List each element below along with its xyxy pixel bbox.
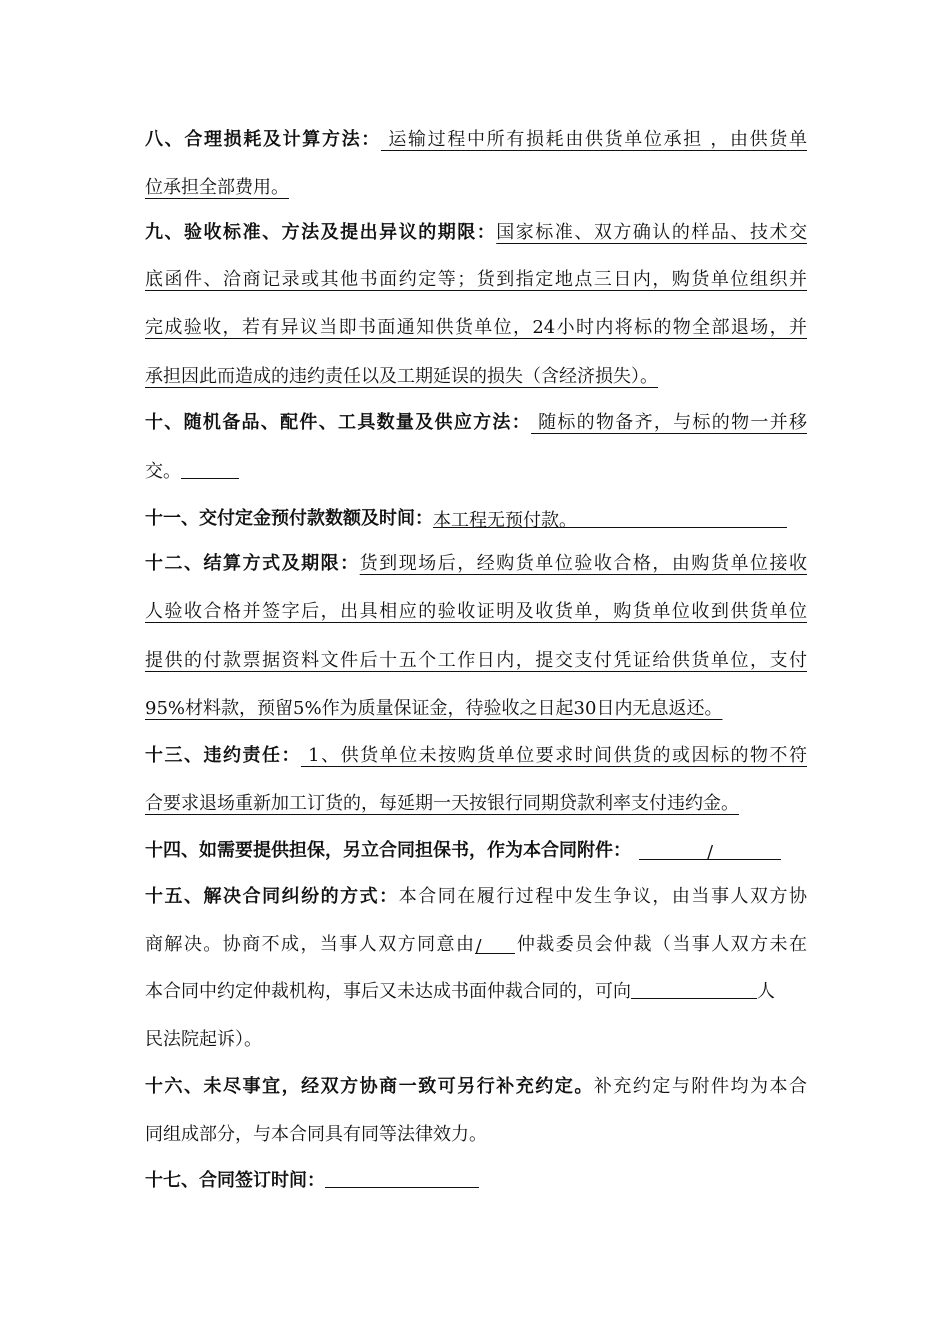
section-12-text: 货到现场后，经购货单位验收合格，由购货单位接收 (359, 553, 807, 574)
section-17-line (145, 1165, 807, 1197)
section-10-heading: 十、随机备品、配件、工具数量及供应方法： (145, 412, 532, 433)
section-9-heading: 九、验收标准、方法及提出异议的期限： (145, 222, 497, 243)
section-15-line-2 (145, 929, 807, 961)
section-10-line-1 (145, 407, 807, 439)
section-12-text-end: 95%材料款，预留5%作为质量保证金，待验收之日起30日内无息返还。 (145, 698, 723, 719)
section-15-text-end: 民法院起诉）。 (145, 1029, 262, 1050)
section-14-heading: 十四、如需要提供担保，另立合同担保书，作为本合同附件： (145, 840, 631, 861)
section-16-line-2 (145, 1119, 807, 1151)
section-12-line-2: 人验收合格并签字后，出具相应的验收证明及收货单，购货单位收到供货单位 (145, 601, 807, 622)
section-12-line-1 (145, 548, 807, 580)
section-15-line-4 (145, 1024, 807, 1056)
section-9-line-1 (145, 217, 807, 249)
section-9-line-2: 底函件、洽商记录或其他书面约定等；货到指定地点三日内，购货单位组织并 (145, 269, 807, 290)
section-8-text-cont: 位承担全部费用。 (145, 177, 289, 198)
section-15-line-1 (145, 881, 807, 913)
section-8-text: 运输过程中所有损耗由供货单位承担 ，由供货单 (380, 129, 807, 150)
section-13-line-1 (145, 740, 807, 772)
section-15-text-3b: 人 (757, 981, 775, 1002)
section-15-court-blank (631, 976, 757, 999)
section-15-arbitration-blank: / (475, 931, 515, 954)
section-12-heading: 十二、结算方式及期限： (145, 553, 360, 574)
section-11-value: 本工程无预付款。 (433, 505, 787, 528)
section-14-blank: / (639, 837, 781, 860)
section-16-text: 补充约定与附件均为本合 (593, 1076, 807, 1097)
section-13-text: 1、供货单位未按购货单位要求时间供货的或因标的物不符 (300, 745, 807, 766)
section-8-heading: 八、合理损耗及计算方法： (145, 129, 381, 150)
section-16-line-1 (145, 1071, 807, 1103)
section-15-line-3 (145, 976, 807, 1008)
section-16-heading: 十六、未尽事宜，经双方协商一致可另行补充约定。 (145, 1076, 594, 1097)
section-13-line-2 (145, 788, 807, 820)
section-10-text-cont: 交。 (145, 461, 181, 482)
section-15-heading: 十五、解决合同纠纷的方式： (145, 886, 399, 907)
section-8-line-1 (145, 124, 807, 156)
section-16-text-end: 同组成部分，与本合同具有同等法律效力。 (145, 1124, 487, 1145)
section-9-text: 国家标准、双方确认的样品、技术交 (496, 222, 807, 243)
section-8-line-2 (145, 172, 807, 204)
section-11-line (145, 503, 807, 535)
section-11-heading: 十一、交付定金预付款数额及时间： (145, 508, 433, 529)
section-15-text-3a: 本合同中约定仲裁机构，事后又未达成书面仲裁合同的，可向 (145, 981, 631, 1002)
section-17-date-blank (325, 1165, 479, 1188)
section-9-line-4 (145, 361, 807, 393)
section-13-heading: 十三、违约责任： (145, 745, 301, 766)
section-12-line-3: 提供的付款票据资料文件后十五个工作日内，提交支付凭证给供货单位，支付 (145, 650, 807, 671)
section-9-text-end: 承担因此而造成的违约责任以及工期延误的损失（含经济损失）。 (145, 366, 658, 387)
section-15-text-2a: 商解决。协商不成，当事人双方同意由 (145, 934, 476, 955)
section-15-text-2b: 仲裁委员会仲裁（当事人双方未在 (515, 934, 807, 955)
section-9-line-3: 完成验收，若有异议当即书面通知供货单位，24小时内将标的物全部退场，并 (145, 317, 807, 338)
section-17-heading: 十七、合同签订时间： (145, 1170, 325, 1191)
section-10-text: 随标的物备齐，与标的物一并移 (531, 412, 807, 433)
section-12-line-4 (145, 693, 807, 725)
section-14-line (145, 835, 807, 867)
section-15-text: 本合同在履行过程中发生争议，由当事人双方协 (398, 886, 807, 907)
section-10-blank (181, 456, 239, 479)
section-13-text-end: 合要求退场重新加工订货的，每延期一天按银行同期贷款利率支付违约金。 (145, 793, 739, 814)
section-10-line-2 (145, 456, 807, 488)
